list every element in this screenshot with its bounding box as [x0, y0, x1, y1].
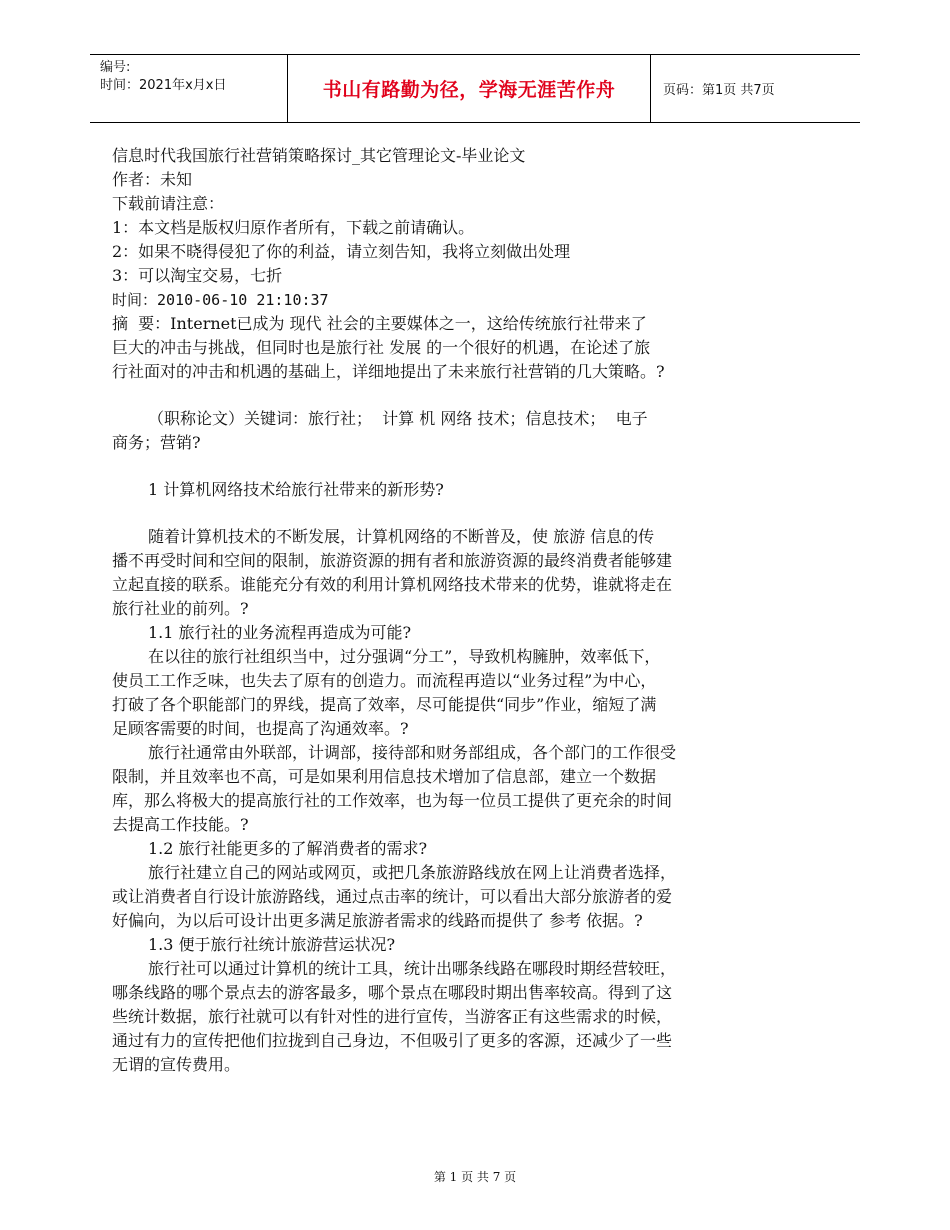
- document-time-label: 时间：2021年x月x日: [100, 78, 227, 93]
- paragraph-line: 足顾客需要的时间，也提高了沟通效率。?: [112, 719, 409, 738]
- abstract-line: 巨大的冲击与挑战，但同时也是旅行社 发展 的一个很好的机遇，在论述了旅: [112, 338, 651, 357]
- notice-item-3: 3：可以淘宝交易，七折: [112, 266, 283, 285]
- paragraph-line: 限制，并且效率也不高，可是如果利用信息技术增加了信息部，建立一个数据: [112, 767, 657, 786]
- paragraph-line: 随着计算机技术的不断发展，计算机网络的不断普及，使 旅游 信息的传: [148, 527, 655, 546]
- paragraph-line: 通过有力的宣传把他们拉拢到自己身边，不但吸引了更多的客源，还减少了一些: [112, 1031, 673, 1050]
- subsection-heading: 1.1 旅行社的业务流程再造成为可能?: [148, 623, 412, 642]
- paragraph-line: 无谓的宣传费用。: [112, 1055, 241, 1074]
- header-meta: [90, 55, 287, 122]
- paragraph-line: 旅行社业的前列。?: [112, 599, 249, 618]
- notice-heading: 下载前请注意：: [112, 194, 225, 213]
- paragraph: [112, 525, 772, 621]
- keywords-line: （职称论文）关键词：旅行社； 计算 机 网络 技术；信息技术； 电子: [148, 409, 648, 428]
- document-title: 信息时代我国旅行社营销策略探讨_其它管理论文-毕业论文: [112, 146, 526, 165]
- paragraph-line: 好偏向，为以后可设计出更多满足旅游者需求的线路而提供了 参考 依据。?: [112, 911, 643, 930]
- document-body: [112, 144, 772, 1077]
- document-number-label: 编号:: [100, 60, 131, 75]
- paragraph: [112, 957, 772, 1077]
- paragraph-line: 旅行社建立自己的网站或网页，或把几条旅游路线放在网上让消费者选择，: [148, 863, 677, 882]
- notice-item-1: 1：本文档是版权归原作者所有，下载之前请确认。: [112, 218, 475, 237]
- paragraph-line: 旅行社通常由外联部，计调部，接待部和财务部组成，各个部门的工作很受: [148, 743, 677, 762]
- document-timestamp: 时间：2010-06-10 21:10:37: [112, 291, 329, 309]
- paragraph: [112, 861, 772, 933]
- paragraph-line: 旅行社可以通过计算机的统计工具，统计出哪条线路在哪段时期经营较旺，: [148, 959, 677, 978]
- header-page-cell: [651, 55, 860, 122]
- abstract: [112, 312, 772, 384]
- abstract-line: 行社面对的冲击和机遇的基础上，详细地提出了未来旅行社营销的几大策略。?: [112, 362, 665, 381]
- paragraph: [112, 741, 772, 837]
- notice-item-2: 2：如果不晓得侵犯了你的利益，请立刻告知，我将立刻做出处理: [112, 242, 571, 261]
- paragraph-line: 哪条线路的哪个景点去的游客最多，哪个景点在哪段时期出售率较高。得到了这: [112, 983, 673, 1002]
- abstract-line: 摘 要：Internet已成为 现代 社会的主要媒体之一，这给传统旅行社带来了: [112, 314, 647, 333]
- paragraph-line: 使员工工作乏味，也失去了原有的创造力。而流程再造以“业务过程”为中心，: [112, 671, 657, 690]
- paragraph-line: 在以往的旅行社组织当中，过分强调“分工”，导致机构臃肿，效率低下，: [148, 647, 661, 666]
- page-footer: [0, 1168, 950, 1185]
- subsection-heading: 1.2 旅行社能更多的了解消费者的需求?: [148, 839, 428, 858]
- footer-page-number: 第 1 页 共 7 页: [433, 1170, 517, 1184]
- header-page-info: 页码：第1页 共7页: [663, 83, 775, 98]
- paragraph-line: 播不再受时间和空间的限制，旅游资源的拥有者和旅游资源的最终消费者能够建: [112, 551, 673, 570]
- paragraph-line: 些统计数据，旅行社就可以有针对性的进行宣传，当游客正有这些需求的时候，: [112, 1007, 673, 1026]
- header-motto: 书山有路勤为径，学海无涯苦作舟: [322, 79, 616, 101]
- section-heading: 1 计算机网络技术给旅行社带来的新形势?: [148, 480, 444, 499]
- paragraph-line: 去提高工作技能。?: [112, 815, 249, 834]
- paragraph-line: 打破了各个职能部门的界线，提高了效率，尽可能提供“同步”作业，缩短了满: [112, 695, 657, 714]
- paragraph: [112, 645, 772, 741]
- keywords: [112, 407, 772, 455]
- page-header: [90, 54, 860, 123]
- header-motto-cell: [287, 55, 651, 122]
- paragraph-line: 库，那么将极大的提高旅行社的工作效率，也为每一位员工提供了更充余的时间: [112, 791, 673, 810]
- subsection-heading: 1.3 便于旅行社统计旅游营运状况?: [148, 935, 396, 954]
- document-author: 作者：未知: [112, 170, 193, 189]
- keywords-line: 商务；营销?: [112, 433, 201, 452]
- paragraph-line: 立起直接的联系。谁能充分有效的利用计算机网络技术带来的优势，谁就将走在: [112, 575, 673, 594]
- paragraph-line: 或让消费者自行设计旅游路线，通过点击率的统计，可以看出大部分旅游者的爱: [112, 887, 673, 906]
